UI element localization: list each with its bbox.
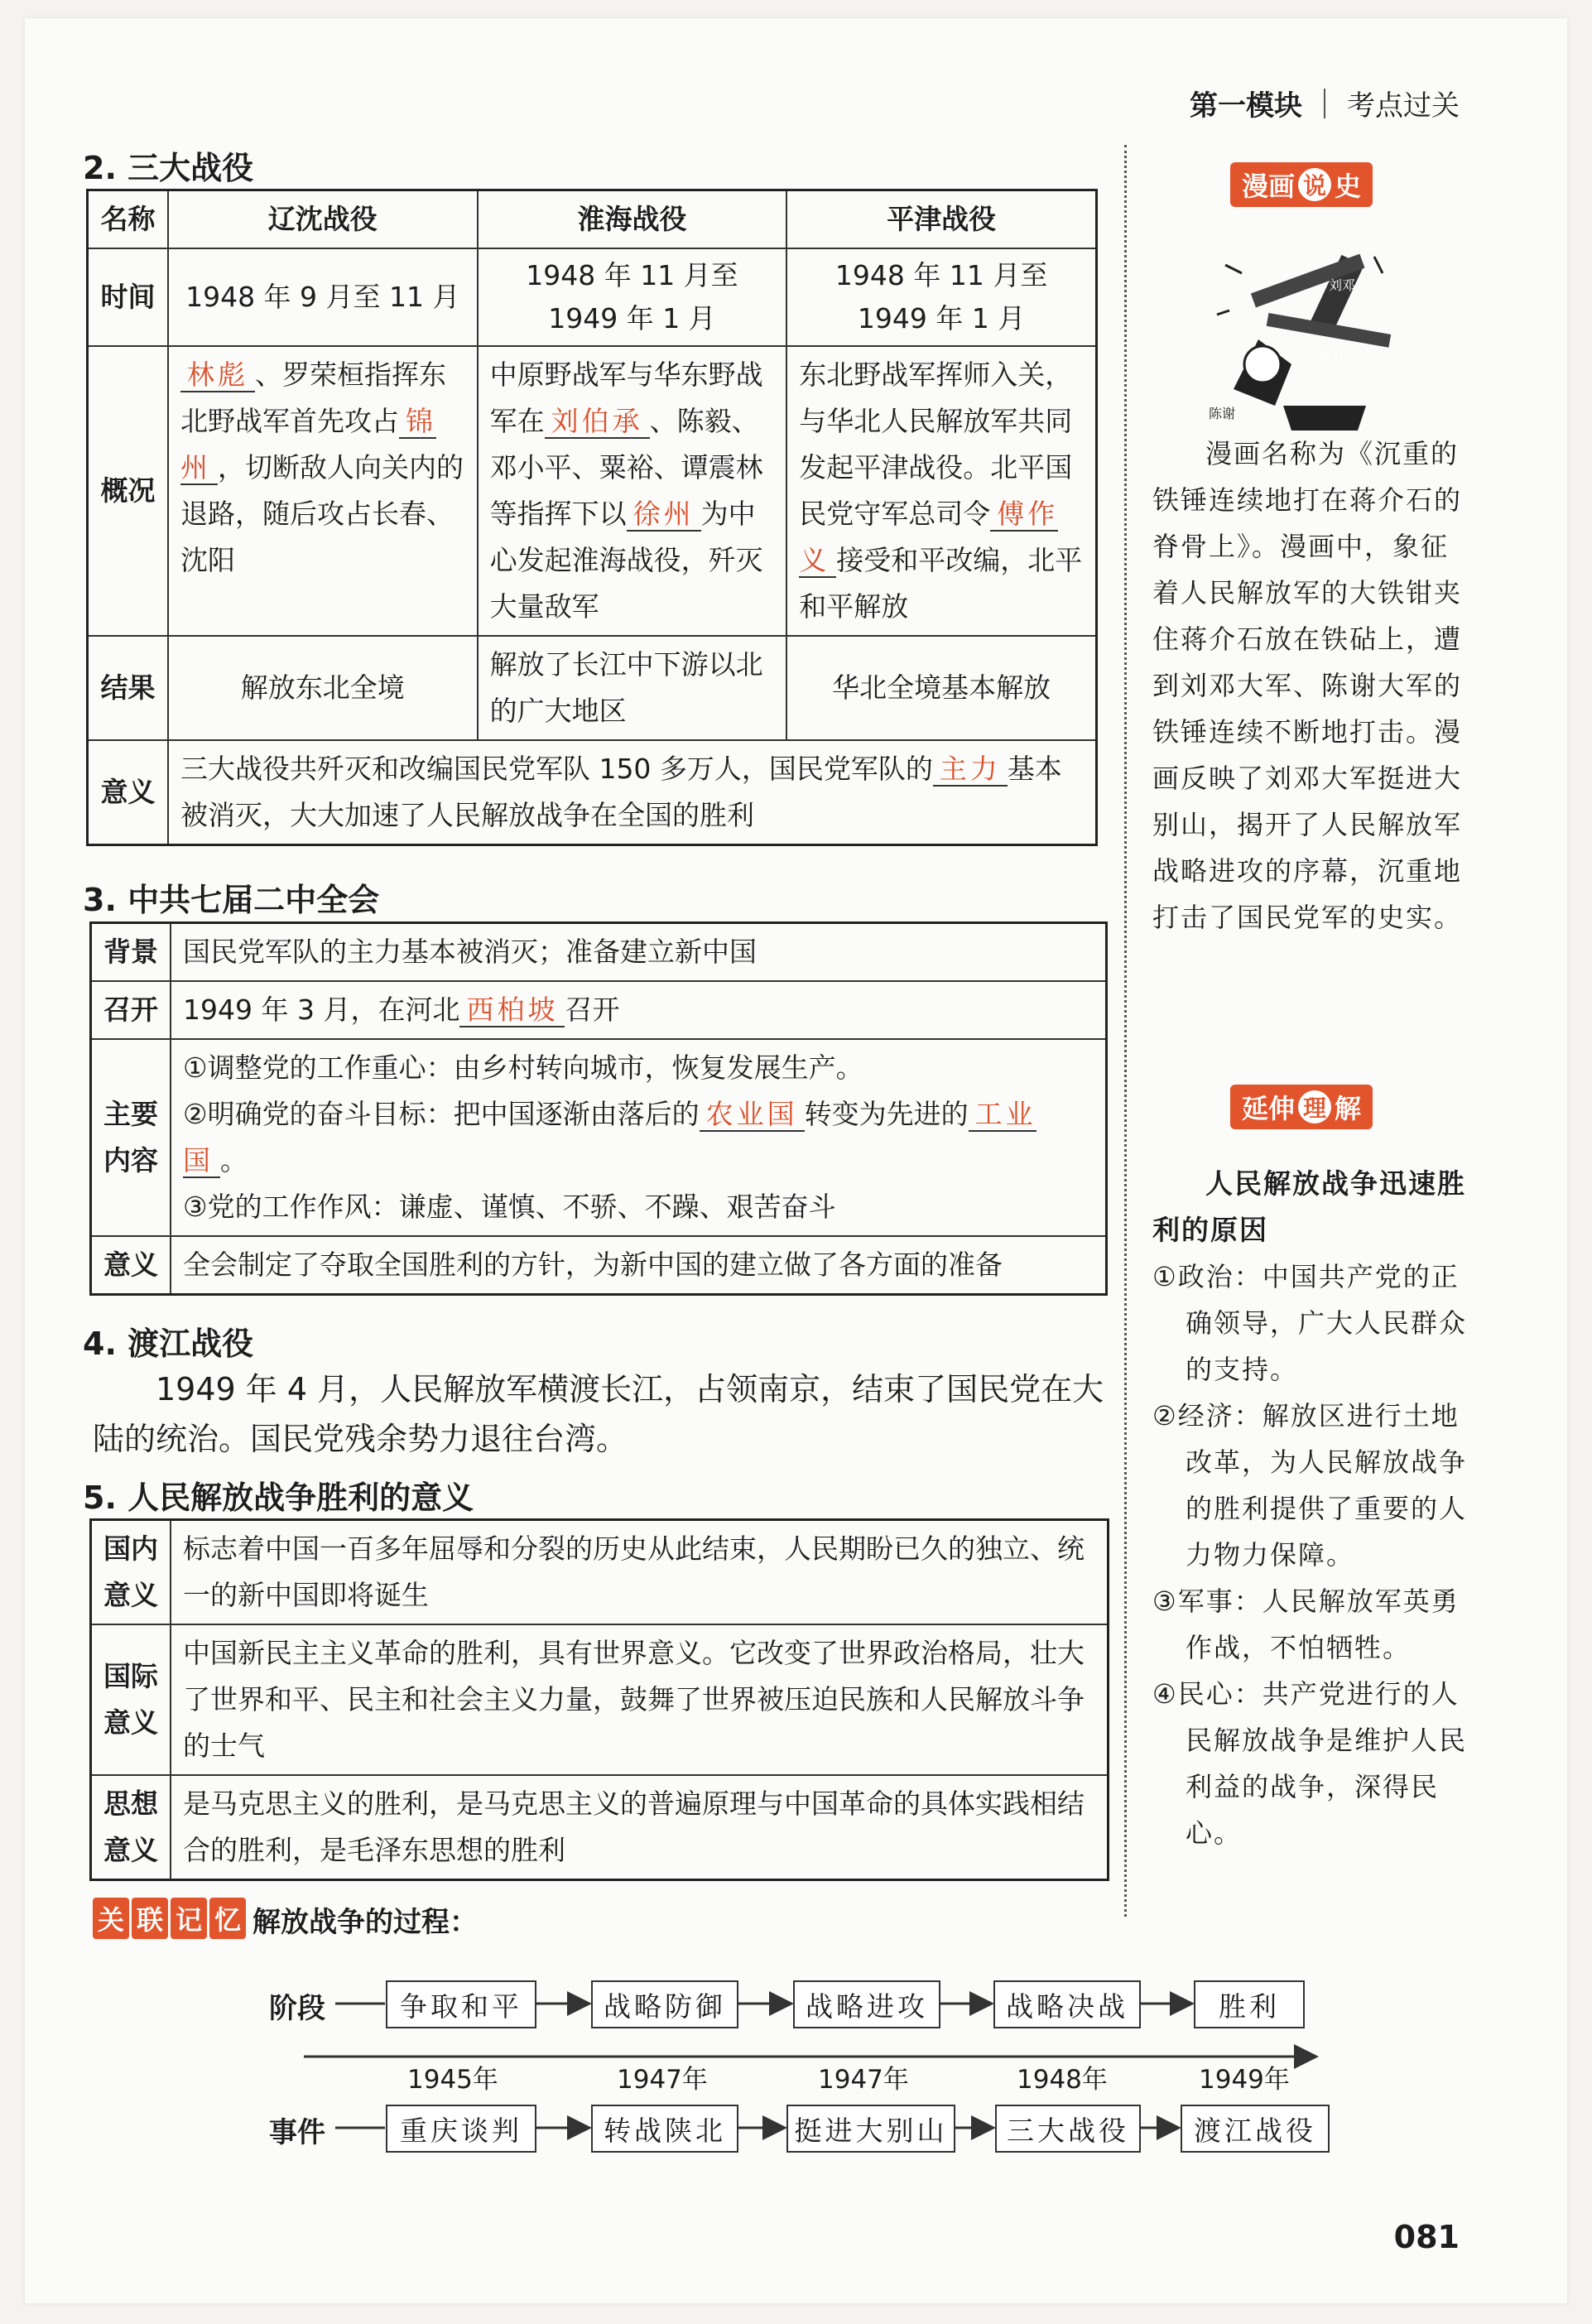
cell-text: 东北野战军挥师入关，与华北人民解放军共同发起平津战役。北平国民党守军总司令 [799, 358, 1073, 530]
cell-text: 。 [220, 1144, 248, 1176]
row-label: 时间 [88, 248, 168, 346]
header-cell: 平津战役 [786, 190, 1096, 249]
cell-text: 基本被消灭，大大加速了人民解放战争在全国的胜利 [180, 753, 1062, 831]
paragraph: 1949 年 4 月，人民解放军横渡长江，占领南京，结束了国民党在大陆的统治。国民党残余势力退往台湾。 [93, 1371, 1104, 1457]
section-title: 3. 中共七届二中全会 [83, 882, 380, 918]
cell-text: 三大战役共歼灭和改编国民党军队 150 多万人，国民党军队的 [180, 753, 933, 785]
answer-blank: 农业国 [700, 1098, 805, 1132]
table-cell: 中国新民主主义革命的胜利，具有世界意义。它改变了世界政治格局，壮大了世界和平、民主和社会主义力量，鼓舞了世界被压迫民族和人民解放斗争的士气 [171, 1624, 1109, 1775]
event-box: 三大战役 [995, 2105, 1141, 2153]
cell-text: ②明确党的奋斗目标：把中国逐渐由落后的 [183, 1098, 700, 1130]
header-cell: 名称 [88, 190, 168, 249]
cell-text: 转变为先进的 [804, 1098, 969, 1130]
year-label: 1945年 [407, 2065, 498, 2095]
cell-text: 1949 年 3 月，在河北 [183, 994, 460, 1026]
stage-box: 争取和平 [386, 1980, 536, 2028]
tag-char: 联 [132, 1898, 168, 1939]
row-label: 背景 [91, 923, 171, 982]
cell-text: 召开 [565, 994, 620, 1026]
stage-box: 战略决战 [993, 1980, 1141, 2028]
list-item: ①政治：中国共产党的正确领导，广大人民群众的支持。 [1152, 1261, 1468, 1385]
module-label: 第一模块 [1190, 89, 1302, 123]
cartoon-label: 蒋介石 [1316, 347, 1361, 364]
event-box: 重庆谈判 [386, 2105, 536, 2153]
badge-circle: 说 [1298, 168, 1331, 201]
event-box: 挺进大别山 [786, 2105, 955, 2153]
table-cell: 标志着中国一百多年屈辱和分裂的历史从此结束，人民期盼已久的独立、统一的新中国即将诞生 [171, 1520, 1109, 1625]
header-cell: 辽沈战役 [168, 190, 478, 249]
table-cell: 国民党军队的主力基本被消灭；准备建立新中国 [171, 923, 1107, 982]
row-label: 意义 [88, 740, 168, 845]
section-title: 4. 渡江战役 [83, 1326, 254, 1362]
page-number: 081 [1393, 2219, 1460, 2255]
cell-text: 为中心发起淮海战役，歼灭大量敌军 [489, 498, 763, 623]
tag-char: 关 [93, 1898, 129, 1939]
row-label: 召开 [91, 981, 171, 1039]
stage-label: 阶段 [269, 1992, 325, 2025]
table-cell: 是马克思主义的胜利，是马克思主义的普遍原理与中国革命的具体实践相结合的胜利，是毛泽东思想的胜利 [171, 1775, 1109, 1880]
list-item: ②经济：解放区进行土地改革，为人民解放战争的胜利提供了重要的人力物力保障。 [1152, 1400, 1468, 1571]
row-label: 国内意义 [91, 1520, 171, 1625]
row-label: 结果 [88, 636, 168, 740]
table-cell: 1948 年 9 月至 11 月 [168, 248, 478, 346]
cell-text: ，切断敌人向关内的退路，随后攻占长春、沈阳 [180, 451, 464, 576]
badge-text: 解 [1335, 1093, 1362, 1124]
section-label: 考点过关 [1347, 89, 1460, 123]
comic-description: 漫画名称为《沉重的铁锤连续地打在蒋介石的脊骨上》。漫画中，象征着人民解放军的大铁钳夹住蒋介石放在铁砧上，遭到刘邓大军、陈谢大军的铁锤连续不断地打击。漫画反映了刘邓大军挺进大别山，揭开了人民解放军战略进攻的序幕，沉重地打击了国民党军的史实。 [1152, 438, 1463, 933]
cell-text: 中原野战军与华东野战军在 [489, 358, 763, 437]
row-label: 国际意义 [91, 1624, 171, 1775]
answer-blank: 傅作义 [799, 498, 1059, 576]
cartoon-label: 刘邓 [1329, 277, 1356, 293]
cell-text: 接受和平改编，北平和平解放 [799, 544, 1083, 623]
row-label: 概况 [88, 346, 168, 636]
table-cell: 解放了长江中下游以北的广大地区 [478, 636, 787, 740]
table-cell: 全会制定了夺取全国胜利的方针，为新中国的建立做了各方面的准备 [171, 1236, 1107, 1295]
row-label: 主要内容 [91, 1039, 171, 1236]
header-cell: 淮海战役 [478, 190, 787, 249]
list-item: ③军事：人民解放军英勇作战，不怕牺牲。 [1152, 1585, 1460, 1663]
event-box: 转战陕北 [591, 2105, 738, 2153]
cell-text: 、罗荣桓指挥东北野战军首先攻占 [180, 358, 446, 437]
row-label: 意义 [91, 1236, 171, 1295]
content-item: ③党的工作作风：谦虚、谨慎、不骄、不躁、艰苦奋斗 [183, 1191, 836, 1223]
reasons-title: 人民解放战争迅速胜利的原因 [1152, 1167, 1466, 1246]
answer-blank: 锦州 [180, 405, 436, 484]
year-label: 1947年 [818, 2065, 909, 2095]
year-label: 1948年 [1017, 2065, 1108, 2095]
row-label: 思想意义 [91, 1775, 171, 1880]
answer-blank: 西柏坡 [459, 994, 565, 1027]
event-label: 事件 [269, 2116, 325, 2149]
year-label: 1949年 [1199, 2065, 1290, 2095]
content-item: ①调整党的工作重心：由乡村转向城市，恢复发展生产。 [183, 1051, 863, 1084]
badge-text: 漫画 [1242, 171, 1296, 202]
badge-circle: 理 [1298, 1090, 1331, 1124]
cell-text: 、陈毅、邓小平、粟裕、谭震林等指挥下以 [489, 405, 763, 530]
answer-blank: 林彪 [180, 358, 255, 392]
tag-char: 记 [171, 1898, 207, 1939]
stage-box: 胜利 [1194, 1980, 1305, 2028]
section-title: 5. 人民解放战争胜利的意义 [83, 1480, 474, 1516]
table-cell: 华北全境基本解放 [786, 636, 1096, 740]
section-title: 2. 三大战役 [83, 150, 254, 186]
event-box: 渡江战役 [1181, 2105, 1330, 2153]
year-label: 1947年 [617, 2065, 708, 2095]
cartoon-label: 陈谢 [1209, 406, 1236, 421]
answer-blank: 徐州 [627, 498, 701, 532]
stage-box: 战略进攻 [793, 1980, 940, 2028]
table-cell: 1948 年 11 月至 1949 年 1 月 [786, 248, 1096, 346]
list-item: ④民心：共产党进行的人民解放战争是维护人民利益的战争，深得民心。 [1152, 1678, 1468, 1849]
badge-text: 延伸 [1242, 1093, 1296, 1124]
memory-title: 解放战争的过程： [253, 1906, 478, 1939]
tag-char: 忆 [209, 1898, 246, 1939]
answer-blank: 工业国 [183, 1098, 1036, 1176]
table-cell: 1948 年 11 月至 1949 年 1 月 [478, 248, 787, 346]
table-cell: 解放东北全境 [168, 636, 478, 740]
stage-box: 战略防御 [591, 1980, 738, 2028]
badge-text: 史 [1335, 171, 1362, 202]
answer-blank: 主力 [933, 753, 1008, 787]
answer-blank: 刘伯承 [545, 405, 650, 439]
